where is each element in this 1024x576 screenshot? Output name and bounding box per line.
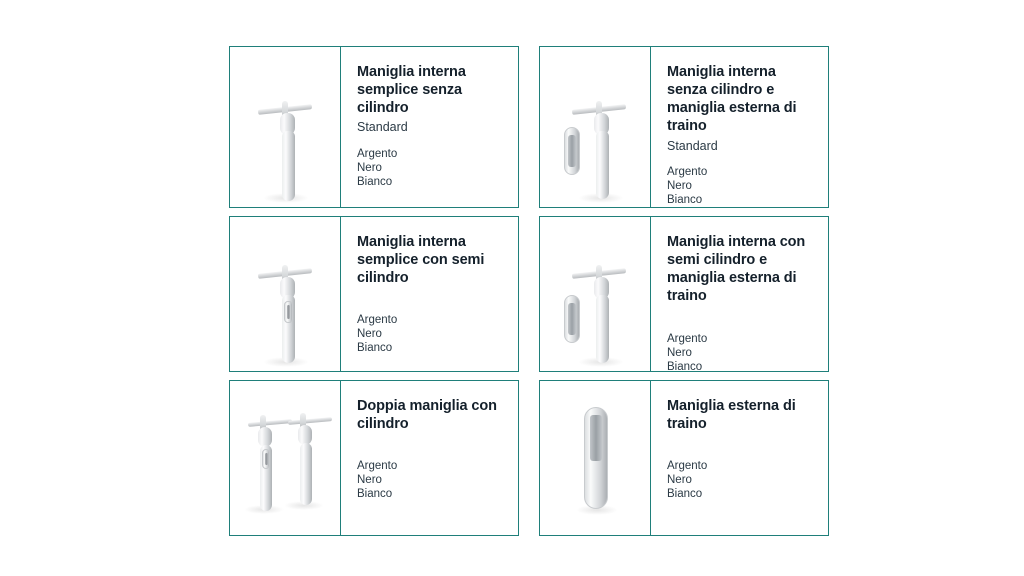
product-title: Maniglia interna senza cilindro e maniglia esterna di traino <box>667 64 797 135</box>
product-image-handle-inner-no-cylinder-plus-outer-pull <box>540 47 651 207</box>
product-image-handle-inner-simple-no-cylinder <box>230 47 341 207</box>
product-color-list <box>357 147 508 189</box>
product-text-block <box>651 47 828 207</box>
product-card-maniglia-interna-con-semi-cilindro-e-maniglia-esterna-di-traino[interactable] <box>539 216 829 372</box>
product-title: Maniglia interna semplice senza cilindro <box>357 64 466 117</box>
product-text-block <box>341 381 518 535</box>
product-text-block <box>341 217 518 371</box>
product-variant-grid <box>229 46 829 536</box>
color-option: Nero <box>667 179 692 192</box>
product-card-maniglia-interna-semplice-con-semi-cilindro[interactable] <box>229 216 519 372</box>
product-title: Maniglia interna con semi cilindro e maniglia esterna di traino <box>667 234 806 305</box>
product-card-maniglia-interna-senza-cilindro-e-maniglia-esterna-di-traino[interactable] <box>539 46 829 208</box>
product-title: Maniglia esterna di traino <box>667 398 796 433</box>
color-option: Argento <box>357 314 398 327</box>
product-image-handle-outer-pull <box>540 381 651 535</box>
product-title: Doppia maniglia con cilindro <box>357 398 497 433</box>
color-option: Nero <box>357 328 382 341</box>
color-option: Argento <box>357 147 398 160</box>
product-color-list <box>357 313 508 355</box>
color-option: Argento <box>667 165 708 178</box>
color-option: Bianco <box>357 488 393 501</box>
product-subtitle: Standard <box>357 120 408 135</box>
color-option: Bianco <box>357 342 393 355</box>
color-option: Argento <box>667 332 708 345</box>
product-color-list <box>667 459 818 501</box>
product-color-list <box>667 332 818 374</box>
product-text-block <box>651 217 828 371</box>
color-option: Nero <box>357 161 382 174</box>
product-text-block <box>651 381 828 535</box>
product-image-handle-inner-half-cylinder-plus-outer-pull <box>540 217 651 371</box>
color-option: Bianco <box>667 488 703 501</box>
product-text-block <box>341 47 518 207</box>
color-option: Nero <box>667 474 692 487</box>
product-card-doppia-maniglia-con-cilindro[interactable] <box>229 380 519 536</box>
product-card-maniglia-interna-semplice-senza-cilindro[interactable] <box>229 46 519 208</box>
color-option: Bianco <box>667 193 703 206</box>
color-option: Argento <box>667 460 708 473</box>
color-option: Nero <box>357 474 382 487</box>
color-option: Nero <box>667 346 692 359</box>
color-option: Bianco <box>667 360 703 373</box>
product-image-handle-double-with-cylinder <box>230 381 341 535</box>
product-title: Maniglia interna semplice con semi cilindro <box>357 234 485 287</box>
color-option: Argento <box>357 460 398 473</box>
color-option: Bianco <box>357 175 393 188</box>
product-color-list <box>357 459 508 501</box>
product-color-list <box>667 165 818 207</box>
product-subtitle: Standard <box>667 138 718 153</box>
product-image-handle-inner-simple-half-cylinder <box>230 217 341 371</box>
product-card-maniglia-esterna-di-traino[interactable] <box>539 380 829 536</box>
